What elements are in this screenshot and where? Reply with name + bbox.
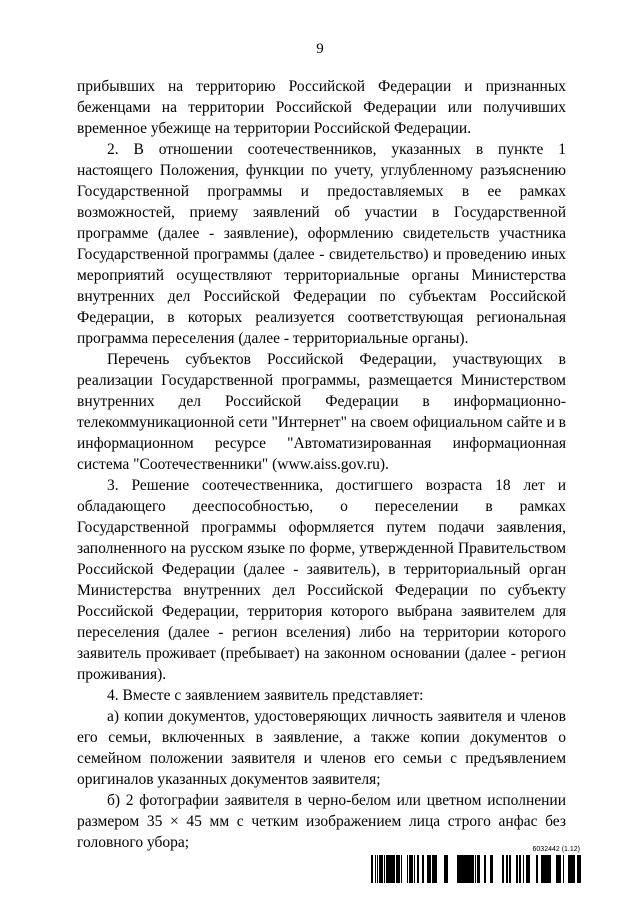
barcode-caption: 6032442 (1.12) (532, 846, 580, 853)
paragraph-item-4: 4. Вместе с заявлением заявитель представляет: (107, 687, 424, 704)
barcode-icon (370, 855, 582, 883)
paragraph-item-4b: б) 2 фотографии заявителя в черно-белом или цветном исполнении размером 35 × 45 мм с четким изображением лица строго анфас без головного убора; (77, 792, 566, 851)
paragraph-continuation: прибывших на территорию Российской Федерации и признанных беженцами на территории Российской Федерации или получивших временное убежище на территории Российской Федерации. (77, 78, 566, 137)
page-number: 9 (316, 41, 324, 57)
document-body (77, 76, 566, 853)
paragraph-item-4a: а) копии документов, удостоверяющих личность заявителя и членов его семьи, включенных в заявление, а также копии документов о семейном положении заявителя и членов его семьи с предъявлением оригиналов указанных документов заявителя; (77, 708, 566, 788)
paragraph-item-3: 3. Решение соотечественника, достигшего возраста 18 лет и обладающего дееспособностью, о переселении в рамках Государственной программы оформляется путем подачи заявления, заполненного на русском языке по форме, утвержденной Правительством Российской Федерации (далее - заявитель), в территориальный орган Министерства внутренних дел Российской Федерации по субъекту Российской Федерации, территория которого выбрана заявителем для переселения (далее - регион вселения) либо на территории которого заявитель проживает (пребывает) на законном основании (далее - регион проживания). (77, 477, 566, 683)
paragraph-item-2: 2. В отношении соотечественников, указанных в пункте 1 настоящего Положения, функции по учету, углубленному разъяснению Государственной программы и предоставляемых в ее рамках возможностей, приему заявлений об участии в Государственной программе (далее - заявление), оформлению свидетельств участника Государственной программы (далее - свидетельство) и проведению иных мероприятий осуществляют территориальные органы Министерства внутренних дел Российской Федерации по субъектам Российской Федерации, в которых реализуется соответствующая региональная программа переселения (далее - территориальные органы). (77, 141, 566, 347)
barcode-block (370, 846, 582, 884)
paragraph-regions-list: Перечень субъектов Российской Федерации, участвующих в реализации Государственной программы, размещается Министерством внутренних дел Российской Федерации в информационно-телекоммуникационной сети "Интернет" на своем официальном сайте и в информационном ресурсе "Автоматизированная информационная система "Соотечественники" (www.aiss.gov.ru). (77, 351, 566, 473)
